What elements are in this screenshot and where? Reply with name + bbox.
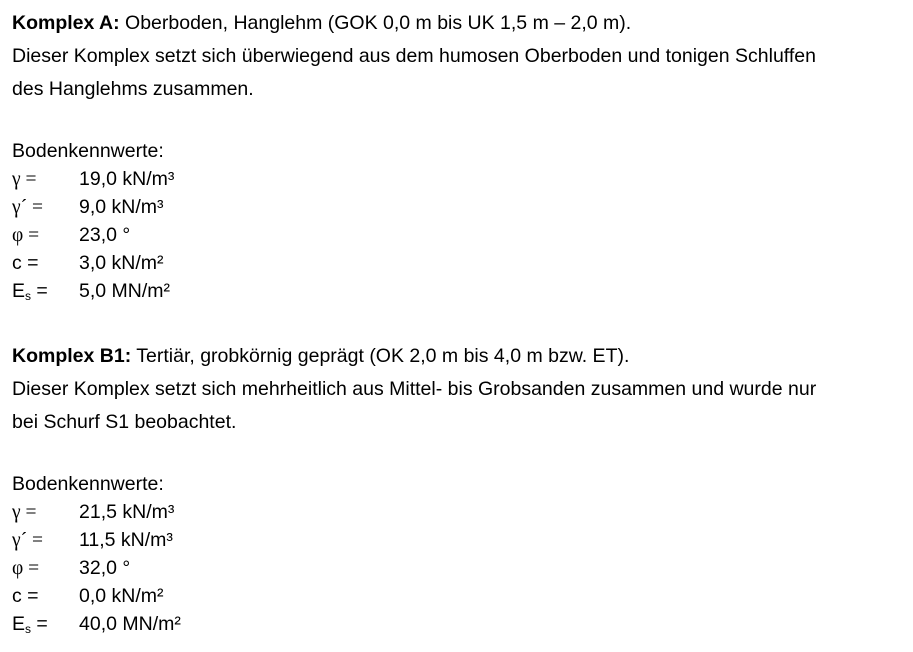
param-row-gamma-prime <box>12 193 902 221</box>
params-label: Bodenkennwerte: <box>12 140 164 162</box>
param-value: 21,5 kN/m³ <box>79 501 175 523</box>
section-title-rest: Oberboden, Hanglehm (GOK 0,0 m bis UK 1,5 m – 2,0 m). <box>119 12 632 34</box>
param-value: 9,0 kN/m³ <box>79 196 164 218</box>
param-row-phi <box>12 221 902 249</box>
param-value: 5,0 MN/m² <box>79 280 171 302</box>
param-symbol: γ´ = <box>12 530 43 551</box>
param-symbol: γ´ = <box>12 197 43 218</box>
params-label: Bodenkennwerte: <box>12 473 164 495</box>
param-symbol-sub: s <box>25 622 32 636</box>
param-value: 3,0 kN/m² <box>79 252 164 274</box>
param-symbol-main: E <box>12 280 26 302</box>
section-paragraph-line-1: Dieser Komplex setzt sich mehrheitlich aus Mittel- bis Grobsanden zusammen und wurde nur <box>12 378 817 400</box>
section-komplex-b1 <box>12 340 902 638</box>
param-row-modulus <box>12 610 902 638</box>
param-symbol-main: E <box>12 613 26 635</box>
param-symbol <box>12 610 79 643</box>
param-symbol-tail: = <box>31 280 48 302</box>
section-title-bold: Komplex B1: <box>12 345 132 367</box>
param-row-gamma <box>12 498 902 526</box>
param-symbol: φ = <box>12 558 40 579</box>
param-symbol <box>12 277 79 310</box>
param-symbol: c = <box>12 585 39 607</box>
section-paragraph-line-2: des Hanglehms zusammen. <box>12 78 254 100</box>
param-row-cohesion <box>12 582 902 610</box>
param-symbol-sub: s <box>25 289 32 303</box>
param-row-modulus <box>12 277 902 305</box>
section-paragraph-line-2: bei Schurf S1 beobachtet. <box>12 411 237 433</box>
param-value: 32,0 ° <box>79 557 131 579</box>
section-heading <box>12 7 902 40</box>
param-value: 11,5 kN/m³ <box>79 529 173 551</box>
param-row-gamma <box>12 165 902 193</box>
section-title-bold: Komplex A: <box>12 12 120 34</box>
section-title-rest: Tertiär, grobkörnig geprägt (OK 2,0 m bis 4,0 m bzw. ET). <box>131 345 630 367</box>
section-heading <box>12 340 902 373</box>
section-komplex-a <box>12 7 902 305</box>
param-row-cohesion <box>12 249 902 277</box>
param-symbol: c = <box>12 252 39 274</box>
param-row-gamma-prime <box>12 526 902 554</box>
param-value: 19,0 kN/m³ <box>79 168 175 190</box>
param-value: 40,0 MN/m² <box>79 613 181 635</box>
param-symbol: φ = <box>12 225 40 246</box>
param-row-phi <box>12 554 902 582</box>
param-symbol-tail: = <box>31 613 48 635</box>
param-symbol: γ = <box>12 169 37 190</box>
param-value: 0,0 kN/m² <box>79 585 164 607</box>
param-value: 23,0 ° <box>79 224 131 246</box>
param-symbol: γ = <box>12 502 37 523</box>
section-paragraph-line-1: Dieser Komplex setzt sich überwiegend aus dem humosen Oberboden und tonigen Schluffen <box>12 45 816 67</box>
